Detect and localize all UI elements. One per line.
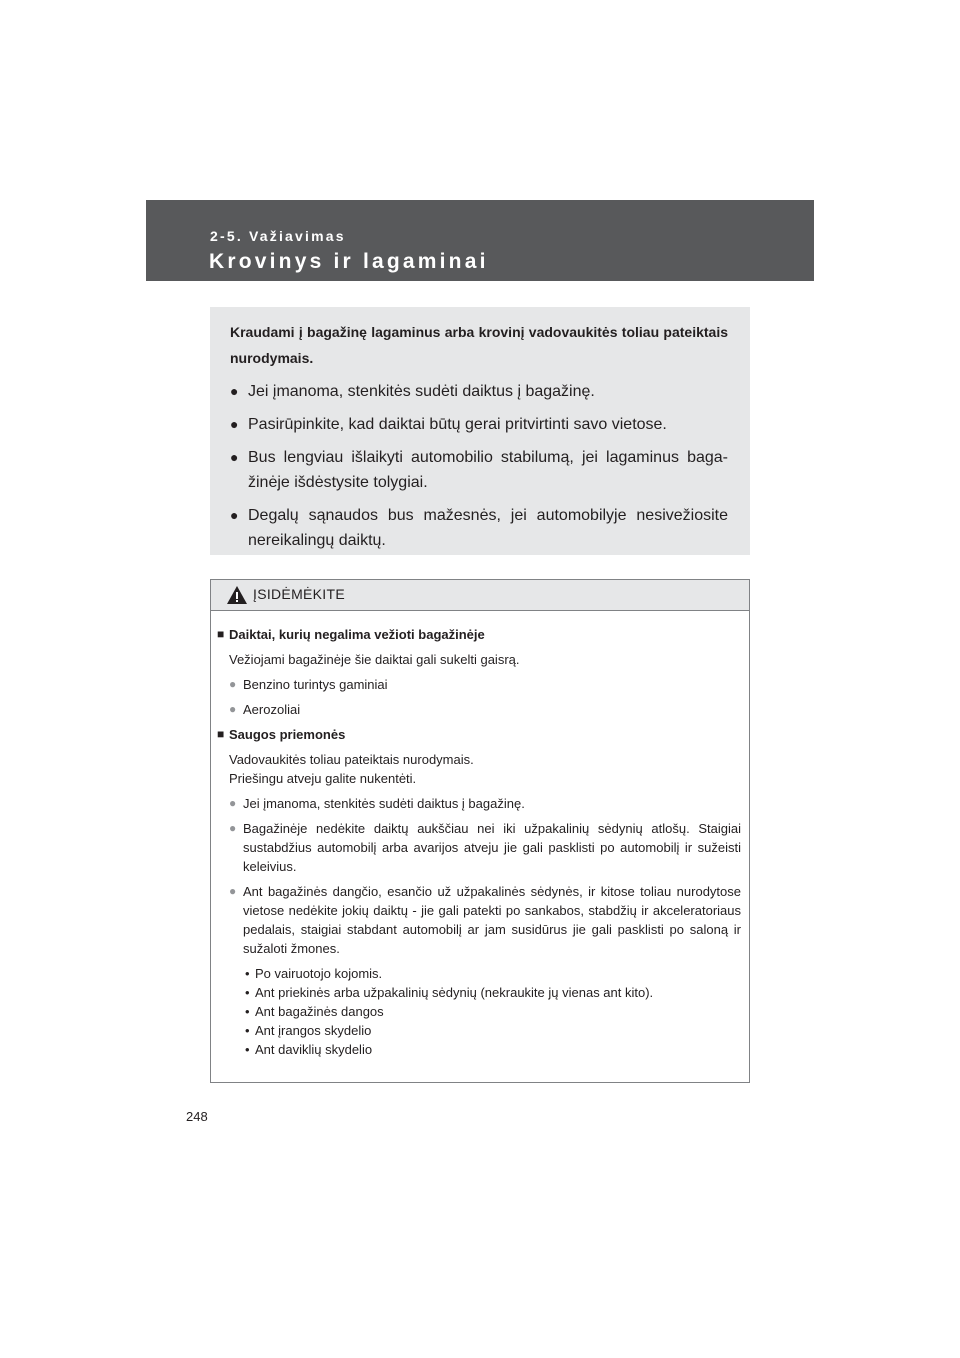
bullet-icon: ● [229,677,237,691]
bullet-icon: ● [229,702,237,716]
caution-header [211,580,749,611]
list-item: ● Jei įmanoma, stenkitės sudėti daiktus į bagažinę. [229,796,525,811]
section-heading: ■ Saugos priemonės [217,727,346,742]
bullet-icon: ● [230,383,239,399]
bullet-icon: ● [230,449,239,465]
section-heading: ■ Daiktai, kurių negalima vežioti bagažinėje [217,627,485,642]
paragraph: Priešingu atveju galite nukentėti. [229,771,417,786]
bullet-icon: ● [229,884,237,898]
bullet-icon: ● [230,507,239,523]
intro-item: ● Pasirūpinkite, kad daiktai būtų gerai pritvirtinti savo vietose. [230,412,728,437]
intro-item: ● Bus lengviau išlaikyti automobilio stabilumą, jei lagaminus baga- žinėje išdėstysite tolygiai. [230,445,728,495]
bullet-icon: ● [229,796,237,810]
intro-lead: Kraudami į bagažinę lagaminus arba krovinį vadovaukitės toliau pateiktais nurodymais. [230,324,728,366]
sub-list-item: • Ant įrangos skydelio [245,1023,372,1038]
bullet-icon: ● [230,416,239,432]
intro-item: ● Degalų sąnaudos bus mažesnės, jei automobilyje nesivežiosite nereikalingų daiktų. [230,503,728,553]
bullet-icon: ● [229,821,237,835]
sub-list-item: • Ant daviklių skydelio [245,1042,373,1057]
warning-icon [227,586,247,604]
caution-label: ĮSIDĖMĖKITE [253,586,345,602]
sub-list-item: • Po vairuotojo kojomis. [245,966,383,981]
section-label: 2-5. Važiavimas [210,228,346,244]
paragraph: Vežiojami bagažinėje šie daiktai gali sukelti gaisrą. [229,652,520,667]
section-header [146,200,814,281]
intro-item: ● Jei įmanoma, stenkitės sudėti daiktus į bagažinę. [230,379,728,404]
list-item: ● Benzino turintys gaminiai [229,677,388,692]
page-title: Krovinys ir lagaminai [209,250,489,273]
square-bullet-icon: ■ [217,727,225,741]
list-item: ● Bagažinėje nedėkite daiktų aukščiau nei iki užpakalinių sėdynių atlošų. Staigiai sustabdžius automobilį arba avarijos atveju jie gali pasklisti po automobilį ir sužeisti keleivius. [229,821,741,874]
list-item: ● Ant bagažinės dangčio, esančio už užpakalinės sėdynės, ir kitose toliau nurodytose vietose nedėkite jokių daiktų - jie gali patekti po sankabos, stabdžių ir akceleratoriaus pedalais, staigiai stabdant automobilį ar jam susidūrus jie gali pasklisti po saloną ir sužaloti žmones. [229,884,741,956]
paragraph: Vadovaukitės toliau pateiktais nurodymais. [229,752,474,767]
sub-list-item: • Ant priekinės arba užpakalinių sėdynių (nekraukite jų vienas ant kito). [245,985,654,1000]
caution-body [211,611,749,1059]
list-item: ● Aerozoliai [229,702,301,717]
square-bullet-icon: ■ [217,627,225,641]
caution-box [210,579,750,1083]
page-number: 248 [186,1109,208,1124]
sub-list-item: • Ant bagažinės dangos [245,1004,384,1019]
intro-box [210,307,750,555]
